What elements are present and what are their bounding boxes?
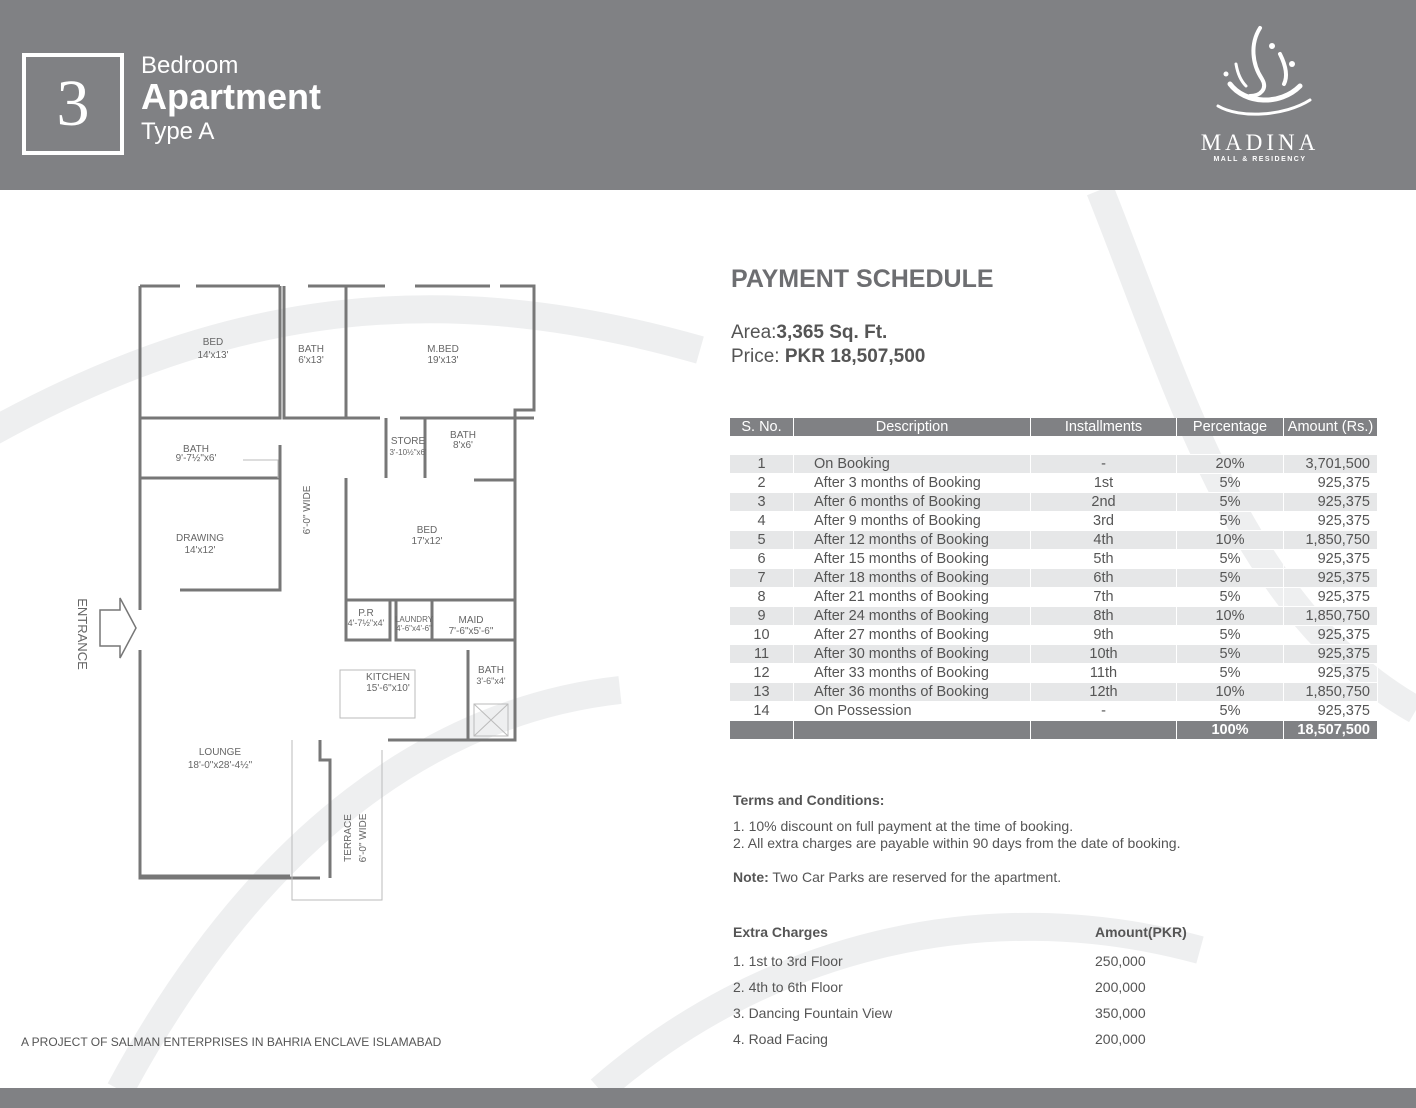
cell-pct: 5% — [1177, 474, 1284, 493]
room-dim: 3'-6"x4' — [476, 676, 506, 686]
table-row — [730, 645, 1378, 664]
logo-name: MADINA — [1200, 130, 1320, 155]
table-row — [730, 455, 1378, 474]
terrace-dim: 6'-0" WIDE — [358, 813, 369, 863]
bedroom-count: 3 — [22, 53, 124, 155]
cell-pct: 5% — [1177, 626, 1284, 645]
cell-amt: 1,850,750 — [1284, 531, 1378, 550]
cell-desc: After 24 months of Booking — [794, 607, 1031, 626]
cell-amt: 925,375 — [1284, 702, 1378, 721]
room-name: LAUNDRY — [394, 615, 434, 624]
cell-desc: After 15 months of Booking — [794, 550, 1031, 569]
cell-desc: After 18 months of Booking — [794, 569, 1031, 588]
cell-sn: 3 — [730, 493, 794, 512]
room-dim: 3'-10½"x6' — [389, 448, 427, 457]
total-row — [730, 721, 1378, 740]
room-name: MAID — [458, 615, 484, 626]
cell-amt: 1,850,750 — [1284, 683, 1378, 702]
cell-sn: 11 — [730, 645, 794, 664]
cell-pct: 5% — [1177, 588, 1284, 607]
table-row — [730, 702, 1378, 721]
title-line-2: Apartment — [141, 76, 322, 117]
cell-pct: 10% — [1177, 683, 1284, 702]
room-dim: 4'-7½"x4' — [347, 618, 385, 628]
cell-amt: 925,375 — [1284, 474, 1378, 493]
cell-desc: After 33 months of Booking — [794, 664, 1031, 683]
corridor-label: 6'-0" WIDE — [302, 485, 313, 535]
room-name: DRAWING — [176, 533, 224, 544]
cell-desc: On Booking — [794, 455, 1031, 474]
note-label: Note: — [733, 869, 769, 885]
cell-pct: 5% — [1177, 645, 1284, 664]
room-dim: 6'x13' — [298, 355, 324, 366]
cell-inst: 2nd — [1031, 493, 1177, 512]
table-header-row — [730, 418, 1378, 436]
terrace-label: TERRACE — [343, 814, 354, 862]
price-value: PKR 18,507,500 — [784, 346, 926, 367]
room-name: BATH — [298, 344, 324, 355]
cell-desc: On Possession — [794, 702, 1031, 721]
cell-desc: After 12 months of Booking — [794, 531, 1031, 550]
room-dim: 18'-0"x28'-4½" — [187, 760, 253, 771]
extra-charge-amount: 250,000 — [1095, 953, 1146, 969]
cell-desc: After 6 months of Booking — [794, 493, 1031, 512]
cell-amt: 925,375 — [1284, 645, 1378, 664]
extra-charges-heading: Extra Charges — [733, 924, 828, 940]
room-dim: 17'x12' — [411, 536, 443, 547]
cell-pct: 5% — [1177, 664, 1284, 683]
cell-sn: 2 — [730, 474, 794, 493]
room-dim: 9'-7½"x6' — [175, 453, 217, 464]
cell-inst: 3rd — [1031, 512, 1177, 531]
cell-inst: 5th — [1031, 550, 1177, 569]
cell-amt: 925,375 — [1284, 512, 1378, 531]
cell-amt: 925,375 — [1284, 550, 1378, 569]
room-dim: 7'-6"x5'-6" — [448, 626, 494, 637]
table-row — [730, 664, 1378, 683]
cell-desc: After 3 months of Booking — [794, 474, 1031, 493]
room-name: M.BED — [427, 344, 459, 355]
area-line — [731, 322, 887, 344]
table-row — [730, 474, 1378, 493]
cell-inst: - — [1031, 455, 1177, 474]
room-name: BED — [202, 337, 224, 348]
cell-sn: 12 — [730, 664, 794, 683]
extra-charge-amount: 200,000 — [1095, 1031, 1146, 1047]
total-amount: 18,507,500 — [1284, 721, 1378, 740]
total-percentage: 100% — [1177, 721, 1284, 740]
payment-schedule-table — [730, 418, 1378, 740]
cell-desc: After 36 months of Booking — [794, 683, 1031, 702]
cell-desc: After 9 months of Booking — [794, 512, 1031, 531]
cell-sn: 7 — [730, 569, 794, 588]
terms-heading: Terms and Conditions: — [733, 792, 885, 808]
footer-text: A PROJECT OF SALMAN ENTERPRISES IN BAHRIA ENCLAVE ISLAMABAD — [21, 1035, 442, 1049]
room-name: BATH — [183, 444, 209, 455]
price-line — [731, 346, 925, 368]
calligraphy-logo-mark — [1190, 24, 1330, 129]
entrance-label: ENTRANCE — [75, 598, 90, 670]
table-row — [730, 626, 1378, 645]
column-header: S. No. — [730, 418, 794, 436]
floor-plan — [60, 270, 560, 910]
extra-charge-label: 1. 1st to 3rd Floor — [733, 953, 843, 969]
room-name: P.R — [358, 608, 374, 619]
table-row — [730, 607, 1378, 626]
room-dim: 4'-6"x4'-6" — [396, 624, 432, 633]
area-value: 3,365 Sq. Ft. — [776, 322, 888, 343]
cell-desc: After 27 months of Booking — [794, 626, 1031, 645]
cell-amt: 925,375 — [1284, 664, 1378, 683]
extra-amount-heading: Amount(PKR) — [1095, 924, 1187, 940]
cell-desc: After 30 months of Booking — [794, 645, 1031, 664]
table-row — [730, 512, 1378, 531]
table-row — [730, 493, 1378, 512]
cell-sn: 1 — [730, 455, 794, 474]
cell-pct: 10% — [1177, 607, 1284, 626]
payment-schedule-title: PAYMENT SCHEDULE — [731, 265, 994, 293]
cell-inst: 10th — [1031, 645, 1177, 664]
extra-charge-amount: 350,000 — [1095, 1005, 1146, 1021]
column-header: Amount (Rs.) — [1284, 418, 1378, 436]
room-name: STORE — [390, 436, 426, 447]
area-label: Area: — [731, 322, 777, 343]
cell-sn: 9 — [730, 607, 794, 626]
cell-sn: 6 — [730, 550, 794, 569]
extra-charge-amount: 200,000 — [1095, 979, 1146, 995]
spacer-row — [730, 436, 1378, 455]
room-dim: 8'x6' — [453, 440, 473, 451]
room-name: BED — [416, 525, 438, 536]
cell-pct: 5% — [1177, 702, 1284, 721]
price-label: Price: — [731, 346, 780, 367]
room-dim: 14'x13' — [197, 350, 229, 361]
cell-sn: 8 — [730, 588, 794, 607]
cell-pct: 5% — [1177, 550, 1284, 569]
room-name: BATH — [450, 430, 476, 441]
cell-sn: 4 — [730, 512, 794, 531]
table-row — [730, 588, 1378, 607]
cell-inst: 7th — [1031, 588, 1177, 607]
note — [733, 869, 1061, 885]
cell-desc: After 21 months of Booking — [794, 588, 1031, 607]
cell-pct: 5% — [1177, 512, 1284, 531]
madina-logo — [1190, 24, 1330, 174]
cell-amt: 925,375 — [1284, 493, 1378, 512]
cell-pct: 5% — [1177, 569, 1284, 588]
cell-sn: 10 — [730, 626, 794, 645]
entrance-arrow-icon — [100, 598, 136, 658]
term-item: 1. 10% discount on full payment at the time of booking. — [733, 818, 1074, 834]
cell-amt: 3,701,500 — [1284, 455, 1378, 474]
column-header: Installments — [1031, 418, 1177, 436]
note-text: Two Car Parks are reserved for the apartment. — [772, 869, 1062, 885]
column-header: Percentage — [1177, 418, 1284, 436]
room-name: LOUNGE — [198, 747, 242, 758]
title-line-3: Type A — [141, 118, 215, 145]
cell-pct: 5% — [1177, 493, 1284, 512]
room-name: BATH — [478, 665, 504, 676]
extra-charge-label: 2. 4th to 6th Floor — [733, 979, 843, 995]
cell-amt: 925,375 — [1284, 588, 1378, 607]
cell-inst: 11th — [1031, 664, 1177, 683]
extra-charge-label: 3. Dancing Fountain View — [733, 1005, 893, 1021]
cell-sn: 13 — [730, 683, 794, 702]
cell-pct: 10% — [1177, 531, 1284, 550]
room-name: KITCHEN — [366, 672, 410, 683]
cell-inst: 12th — [1031, 683, 1177, 702]
cell-amt: 925,375 — [1284, 626, 1378, 645]
table-row — [730, 569, 1378, 588]
extra-charge-label: 4. Road Facing — [733, 1031, 828, 1047]
room-dim: 14'x12' — [184, 545, 216, 556]
term-item: 2. All extra charges are payable within 90 days from the date of booking. — [733, 835, 1181, 851]
cell-inst: 1st — [1031, 474, 1177, 493]
cell-inst: 6th — [1031, 569, 1177, 588]
cell-inst: 4th — [1031, 531, 1177, 550]
table-row — [730, 683, 1378, 702]
table-body — [730, 436, 1378, 721]
room-dim: 19'x13' — [427, 355, 459, 366]
cell-sn: 5 — [730, 531, 794, 550]
cell-amt: 1,850,750 — [1284, 607, 1378, 626]
table-row — [730, 531, 1378, 550]
room-dim: 15'-6"x10' — [366, 683, 410, 694]
cell-inst: 9th — [1031, 626, 1177, 645]
cell-amt: 925,375 — [1284, 569, 1378, 588]
title-line-1: Bedroom — [141, 52, 239, 79]
footer-bar — [0, 1088, 1416, 1108]
cell-inst: - — [1031, 702, 1177, 721]
column-header: Description — [794, 418, 1031, 436]
cell-sn: 14 — [730, 702, 794, 721]
cell-pct: 20% — [1177, 455, 1284, 474]
logo-subtitle: MALL & RESIDENCY — [1213, 156, 1307, 163]
cell-inst: 8th — [1031, 607, 1177, 626]
table-row — [730, 550, 1378, 569]
